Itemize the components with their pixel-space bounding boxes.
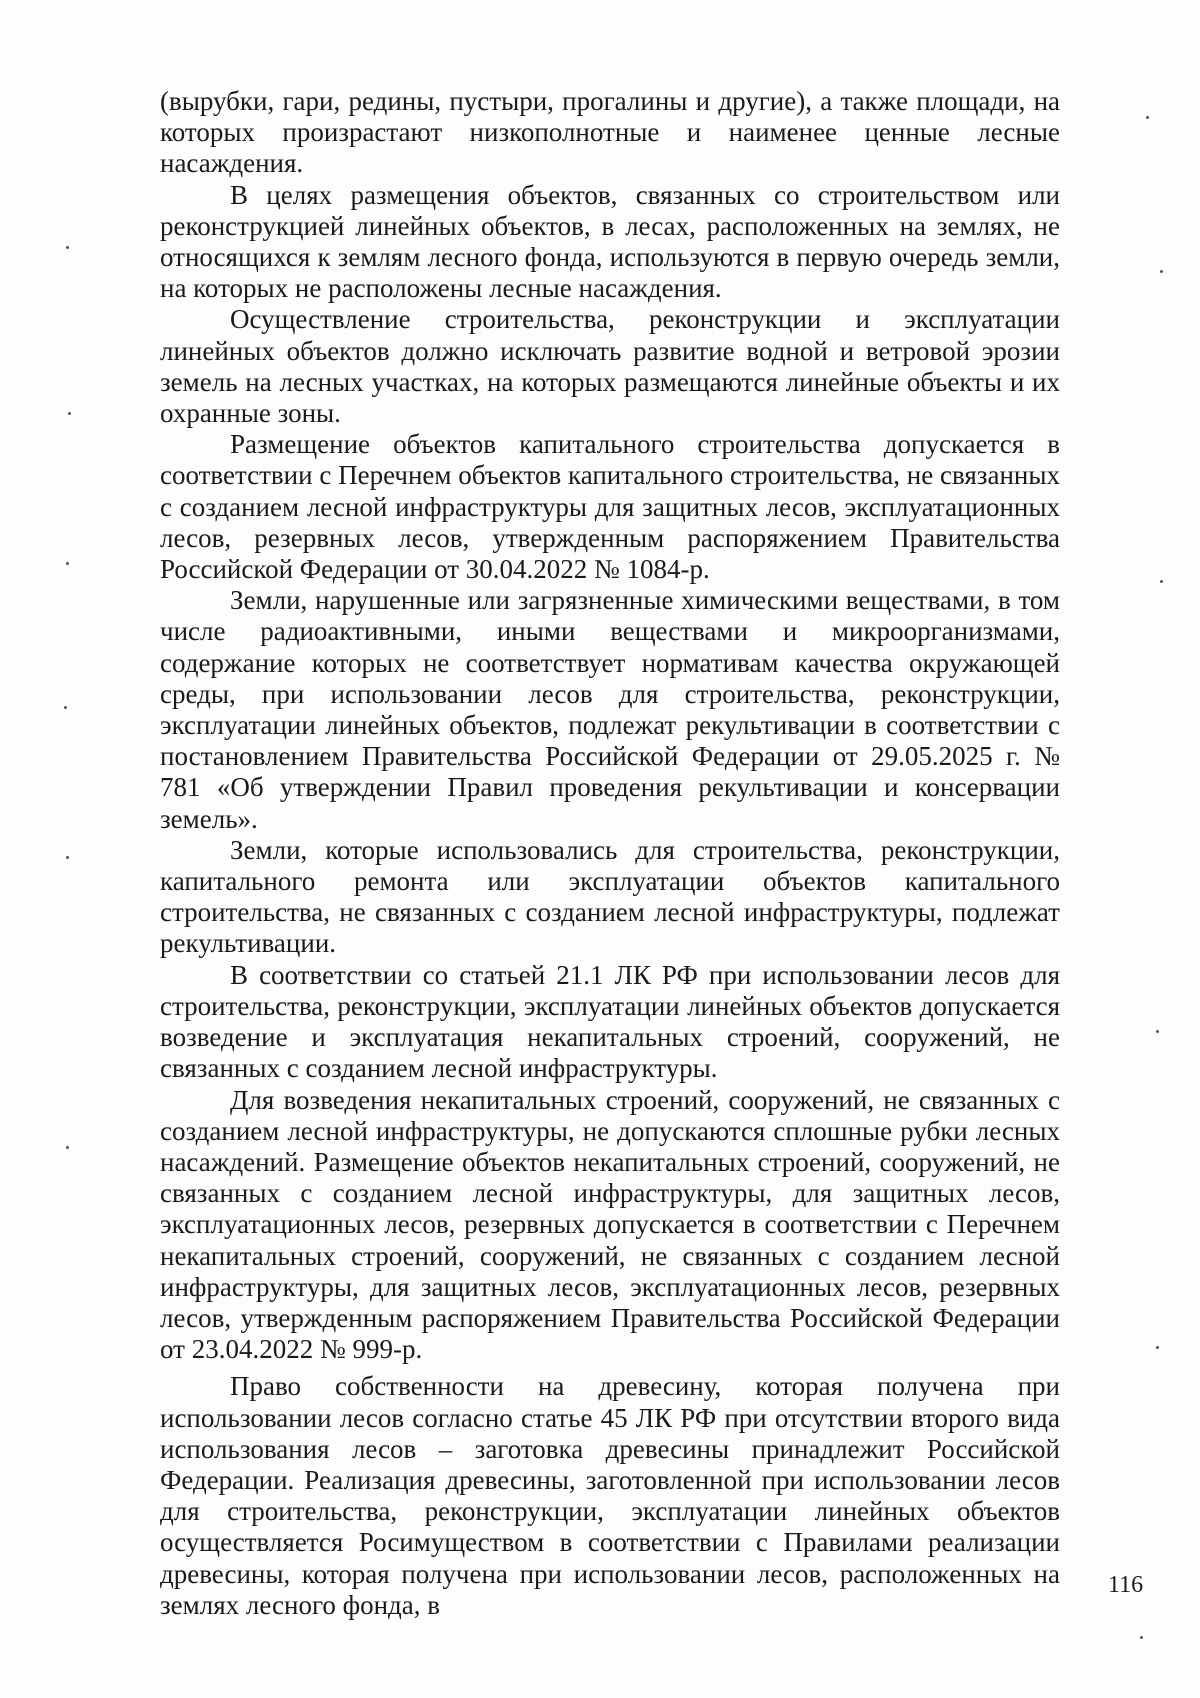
scan-speck (1156, 1030, 1159, 1033)
scan-speck (66, 562, 69, 565)
paragraph-erosion: Осуществление строительства, реконструкции и эксплуатации линейных объектов должно исключать развитие водной и ветровой эрозии земель на лесных участках, на которых размещаются линейные объекты и их охранные зоны. (160, 304, 1060, 429)
scan-speck (1160, 270, 1163, 273)
scan-speck (66, 246, 69, 249)
paragraph-linear-objects-placement: В целях размещения объектов, связанных со строительством или реконструкцией линейных объектов, в лесах, расположенных на землях, не относящихся к землям лесного фонда, используются в первую очередь земли, на которых не расположены лесные насаждения. (160, 179, 1060, 304)
scan-speck (66, 856, 69, 859)
scan-speck (1160, 580, 1163, 583)
scan-speck (1140, 1636, 1143, 1639)
paragraph-timber-ownership: Право собственности на древесину, которая получена при использовании лесов согласно статье 45 ЛК РФ при отсутствии второго вида использования лесов – заготовка древесины принадлежит Российской Федерации. Реализация древесины, заготовленной при использовании лесов для строительства, реконструкции, эксплуатации линейных объектов осуществляется Росимуществом в соответствии с Правилами реализации древесины, которая получена при использовании лесов, расположенных на землях лесного фонда, в (160, 1371, 1060, 1620)
scan-speck (1156, 1346, 1159, 1349)
paragraph-capital-construction: Размещение объектов капитального строительства допускается в соответствии с Перечнем объектов капитального строительства, не связанных с созданием лесной инфраструктуры для защитных лесов, эксплуатационных лесов, резервных лесов, утвержденным распоряжением Правительства Российской Федерации от 30.04.2022 № 1084-р. (160, 429, 1060, 585)
paragraph-noncapital-structures: Для возведения некапитальных строений, сооружений, не связанных с созданием лесной инфраструктуры, не допускаются сплошные рубки лесных насаждений. Размещение объектов некапитальных строений, сооружений, не связанных с созданием лесной инфраструктуры, для защитных лесов, эксплуатационных лесов, резервных допускается в соответствии с Перечнем некапитальных строений, сооружений, не связанных с созданием лесной инфраструктуры, для защитных лесов, эксплуатационных лесов, резервных лесов, утвержденным распоряжением Правительства Российской Федерации от 23.04.2022 № 999-р. (160, 1084, 1060, 1365)
scan-speck (1146, 116, 1149, 119)
document-body (160, 86, 1060, 1621)
scan-speck (66, 1146, 69, 1149)
paragraph-recultivation-polluted: Земли, нарушенные или загрязненные химическими веществами, в том числе радиоактивными, иными веществами и микроорганизмами, содержание которых не соответствует нормативам качества окружающей среды, при использовании лесов для строительства, реконструкции, эксплуатации линейных объектов, подлежат рекультивации в соответствии с постановлением Правительства Российской Федерации от 29.05.2025 г. № 781 «Об утверждении Правил проведения рекультивации и консервации земель». (160, 585, 1060, 834)
page-number: 116 (1108, 1572, 1144, 1598)
paragraph-continuation: (вырубки, гари, редины, пустыри, прогалины и другие), а также площади, на которых произрастают низкополнотные и наименее ценные лесные насаждения. (160, 86, 1060, 179)
paragraph-article-21-1: В соответствии со статьей 21.1 ЛК РФ при использовании лесов для строительства, реконструкции, эксплуатации линейных объектов допускается возведение и эксплуатация некапитальных строений, сооружений, не связанных с созданием лесной инфраструктуры. (160, 959, 1060, 1084)
scan-speck (64, 706, 67, 709)
scan-speck (68, 412, 71, 415)
paragraph-recultivation-used: Земли, которые использовались для строительства, реконструкции, капитального ремонта или эксплуатации объектов капитального строительства, не связанных с созданием лесной инфраструктуры, подлежат рекультивации. (160, 834, 1060, 959)
